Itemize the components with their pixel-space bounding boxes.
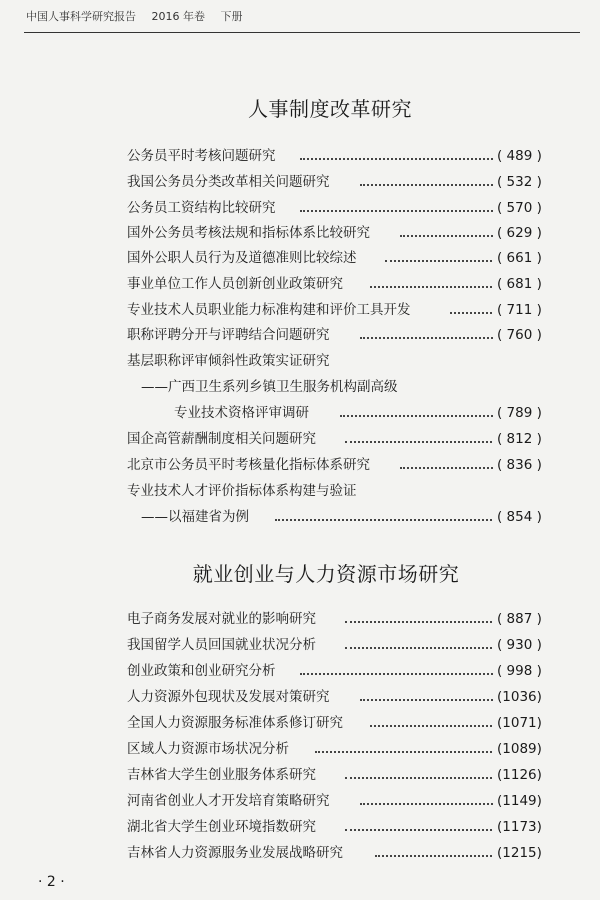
toc-entry-page: ( 570 ): [494, 195, 553, 221]
toc-entry[interactable]: [0, 322, 600, 348]
dot-leader: [400, 467, 496, 469]
toc-entry-page: ( 930 ): [494, 632, 553, 658]
toc-entry-page: ( 789 ): [494, 400, 553, 426]
dot-leader: [360, 699, 496, 701]
toc-entry[interactable]: [0, 840, 600, 866]
toc-entry[interactable]: [0, 426, 600, 452]
dot-leader: [300, 210, 496, 212]
toc-entry-page: ( 760 ): [494, 322, 553, 348]
toc-entry-page: ( 629 ): [494, 220, 553, 246]
toc-entry[interactable]: [0, 632, 600, 658]
toc-entry-title: 吉林省大学生创业服务体系研究: [127, 762, 320, 788]
toc-entry-title: 国企高管薪酬制度相关问题研究: [127, 426, 320, 452]
toc-entry-title: 事业单位工作人员创新创业政策研究: [127, 271, 347, 297]
toc-entry-page: (1215): [494, 840, 553, 866]
toc-entry-page: (1126): [494, 762, 553, 788]
toc-entry-page: (1173): [494, 814, 553, 840]
toc-entry[interactable]: [0, 271, 600, 297]
publication-title: 中国人事科学研究报告: [26, 10, 136, 23]
dot-leader: [360, 184, 496, 186]
dot-leader: [450, 312, 496, 314]
toc-entry[interactable]: [0, 606, 600, 632]
publication-volume: 下册: [220, 10, 243, 23]
dot-leader: [345, 441, 496, 443]
section-title-employment-hr-market: 就业创业与人力资源市场研究: [192, 562, 460, 586]
toc-entry[interactable]: [0, 297, 600, 323]
toc-entry[interactable]: [0, 762, 600, 788]
dot-leader: [315, 751, 496, 753]
toc-entry-page: ( 854 ): [494, 504, 553, 530]
toc-entry-page: (1071): [494, 710, 553, 736]
dot-leader: [385, 260, 496, 262]
toc-entry-title: 区域人力资源市场状况分析: [127, 736, 293, 762]
dot-leader: [345, 777, 496, 779]
toc-entry-title: 我国公务员分类改革相关问题研究: [127, 169, 334, 195]
toc-entry-title: 专业技术人员职业能力标准构建和评价工具开发: [127, 297, 415, 323]
toc-entry-page: (1149): [494, 788, 553, 814]
toc-entry-title: 国外公职人员行为及道德准则比较综述: [127, 245, 361, 271]
toc-entry-title: 国外公务员考核法规和指标体系比较研究: [127, 220, 374, 246]
dot-leader: [275, 519, 496, 521]
toc-entry-subtitle: [0, 374, 600, 400]
toc-entry[interactable]: [0, 245, 600, 271]
toc-entry-page: (1089): [494, 736, 553, 762]
toc-entry-page: ( 812 ): [494, 426, 553, 452]
dot-leader: [340, 415, 496, 417]
toc-entry-title: 职称评聘分开与评聘结合问题研究: [127, 322, 334, 348]
toc-entry-title: 湖北省大学生创业环境指数研究: [127, 814, 320, 840]
toc-entry-page: ( 836 ): [494, 452, 553, 478]
dot-leader: [400, 235, 496, 237]
dot-leader: [345, 829, 496, 831]
dot-leader: [300, 158, 496, 160]
toc-entry[interactable]: [0, 736, 600, 762]
page-number: · 2 ·: [38, 874, 65, 890]
toc-entry-title: 电子商务发展对就业的影响研究: [127, 606, 320, 632]
toc-entry-page: ( 661 ): [494, 245, 553, 271]
dot-leader: [360, 803, 496, 805]
toc-entry-page: ( 681 ): [494, 271, 553, 297]
section-title-personnel-reform: 人事制度改革研究: [248, 97, 412, 121]
toc-entry-title: 公务员工资结构比较研究: [127, 195, 280, 221]
toc-entry-title: 全国人力资源服务标准体系修订研究: [127, 710, 347, 736]
toc-entry[interactable]: [0, 710, 600, 736]
toc-entry[interactable]: [0, 504, 600, 530]
dot-leader: [345, 621, 496, 623]
toc-entry-page: ( 489 ): [494, 143, 553, 169]
toc-entry-title: 基层职称评审倾斜性政策实证研究: [127, 348, 334, 374]
toc-entry-title: 人力资源外包现状及发展对策研究: [127, 684, 334, 710]
toc-entry-page: (1036): [494, 684, 553, 710]
toc-entry[interactable]: [0, 658, 600, 684]
toc-entry-page: ( 998 ): [494, 658, 553, 684]
toc-entry-page: ( 532 ): [494, 169, 553, 195]
toc-entry-title: 专业技术资格评审调研: [174, 400, 313, 426]
toc-entry-title: 河南省创业人才开发培育策略研究: [127, 788, 334, 814]
toc-entry-title: 吉林省人力资源服务业发展战略研究: [127, 840, 347, 866]
toc-entry-title: 我国留学人员回国就业状况分析: [127, 632, 320, 658]
toc-entry[interactable]: [0, 478, 600, 504]
toc-entry-page: ( 887 ): [494, 606, 553, 632]
toc-entry[interactable]: [0, 814, 600, 840]
toc-entry[interactable]: [0, 400, 600, 426]
toc-entry-page: ( 711 ): [494, 297, 553, 323]
toc-entry-title: 北京市公务员平时考核量化指标体系研究: [127, 452, 374, 478]
toc-entry-title: 公务员平时考核问题研究: [127, 143, 280, 169]
toc-entry[interactable]: [0, 195, 600, 221]
toc-entry[interactable]: [0, 452, 600, 478]
dot-leader: [360, 337, 496, 339]
dot-leader: [345, 647, 496, 649]
publication-year: 2016 年卷: [151, 10, 205, 23]
dot-leader: [370, 725, 496, 727]
toc-entry[interactable]: [0, 169, 600, 195]
dot-leader: [300, 673, 496, 675]
header-divider: [24, 32, 580, 33]
toc-entry[interactable]: [0, 788, 600, 814]
toc-entry-title: ——以福建省为例: [141, 504, 253, 530]
toc-entry-title: 专业技术人才评价指标体系构建与验证: [127, 478, 361, 504]
dot-leader: [370, 286, 496, 288]
toc-entry[interactable]: [0, 684, 600, 710]
toc-entry[interactable]: [0, 220, 600, 246]
toc-entry-title: 创业政策和创业研究分析: [127, 658, 280, 684]
toc-entry-title: ——广西卫生系列乡镇卫生服务机构副高级: [141, 374, 402, 400]
toc-entry[interactable]: [0, 348, 600, 374]
running-header: [26, 8, 574, 28]
toc-entry[interactable]: [0, 143, 600, 169]
dot-leader: [375, 855, 496, 857]
